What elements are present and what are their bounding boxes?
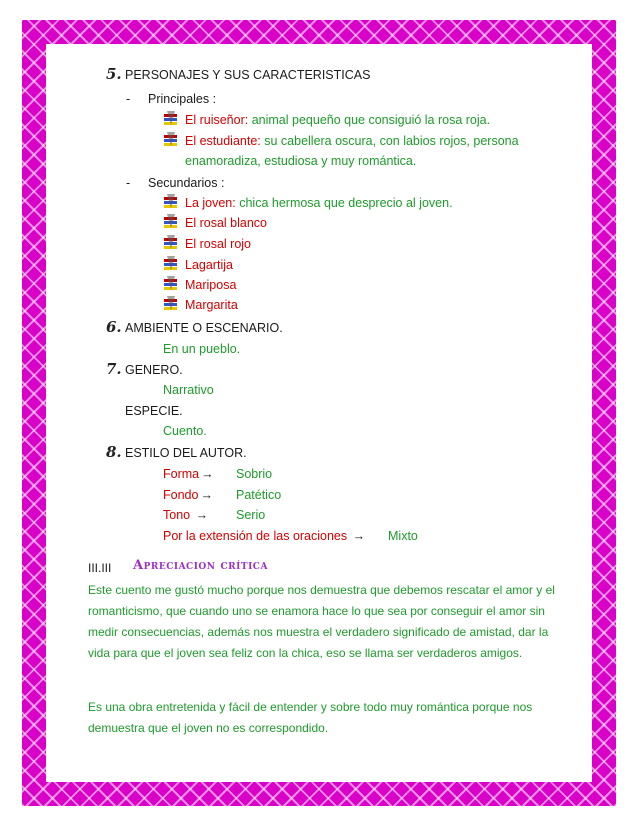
style-value-forma: Sobrio xyxy=(236,467,273,481)
section-7-value: Narrativo xyxy=(163,383,214,397)
right-arrow-icon: → xyxy=(200,488,213,502)
critica-heading: Apreciacion crítica xyxy=(133,558,268,573)
character-mariposa: Mariposa xyxy=(185,278,237,292)
principales-dash: - xyxy=(126,92,131,106)
style-value-fondo: Patético xyxy=(236,488,282,502)
secundarios-label: Secundarios : xyxy=(148,176,225,190)
section-7-title: GENERO. xyxy=(125,363,183,377)
critica-paragraph-1: Este cuento me gustó mucho porque nos demuestra que debemos rescatar el amor y el romanticismo, que cuando uno se enamora hace lo que sea por conseguir el amor sin medir consecuencias, además nos muestra el verdadero significado de amistad, dar la vida para que el joven sea feliz con la chica, eso se llama ser verdaderos amigos. xyxy=(88,583,555,660)
book-stack-icon xyxy=(164,134,179,148)
character-rosal-rojo: El rosal rojo xyxy=(185,237,251,251)
style-row-forma xyxy=(163,465,214,483)
style-label: Por la extensión de las oraciones xyxy=(163,529,351,543)
book-stack-icon xyxy=(164,278,179,292)
character-description-continued: enamoradiza, estudiosa y muy romántica. xyxy=(185,154,417,168)
section-7-subvalue: Cuento. xyxy=(163,424,207,438)
character-lagartija: Lagartija xyxy=(185,258,233,272)
character-description: animal pequeño que consiguió la rosa roja. xyxy=(251,113,491,127)
principales-label: Principales : xyxy=(148,92,217,106)
book-stack-icon xyxy=(164,237,179,251)
book-stack-icon xyxy=(164,113,179,127)
style-row-fondo xyxy=(163,486,213,504)
style-value-tono: Serio xyxy=(236,508,266,522)
section-5-title: PERSONAJES Y SUS CARACTERISTICAS xyxy=(125,68,371,82)
style-label: Tono xyxy=(163,508,194,522)
style-value-extension: Mixto xyxy=(388,529,418,543)
book-stack-icon xyxy=(164,298,179,312)
right-arrow-icon: → xyxy=(201,467,214,481)
section-8-number: 8. xyxy=(106,443,122,461)
right-arrow-icon: → xyxy=(352,529,366,543)
book-stack-icon xyxy=(164,196,179,210)
character-name: El ruiseñor: xyxy=(185,113,249,127)
book-stack-icon xyxy=(164,216,179,230)
section-6-number: 6. xyxy=(106,318,122,336)
section-6-value: En un pueblo. xyxy=(163,342,241,356)
section-6-title: AMBIENTE O ESCENARIO. xyxy=(125,321,283,335)
style-label: Forma xyxy=(163,467,200,481)
style-row-tono xyxy=(163,506,208,524)
character-margarita: Margarita xyxy=(185,298,238,312)
section-5-number: 5. xyxy=(106,65,122,83)
right-arrow-icon: → xyxy=(195,508,209,522)
section-7-subtitle: ESPECIE. xyxy=(125,404,183,418)
secundarios-dash: - xyxy=(126,176,131,190)
style-row-extension xyxy=(163,527,365,545)
character-name: La joven: xyxy=(185,196,236,210)
character-rosal-blanco: El rosal blanco xyxy=(185,216,267,230)
character-joven xyxy=(185,194,453,212)
character-name: El estudiante: xyxy=(185,134,261,148)
style-label: Fondo xyxy=(163,488,199,502)
character-description: su cabellera oscura, con labios rojos, persona xyxy=(264,134,519,148)
character-ruisenor xyxy=(185,111,490,129)
critica-paragraph-2: Es una obra entretenida y fácil de entender y sobre todo muy romántica porque nos demuestra que el joven no es correspondido. xyxy=(88,700,533,735)
book-stack-icon xyxy=(164,258,179,272)
critica-prefix: III.III xyxy=(88,561,112,575)
character-description: chica hermosa que desprecio al joven. xyxy=(239,196,453,210)
section-7-number: 7. xyxy=(106,360,122,378)
character-estudiante xyxy=(185,132,519,150)
section-8-title: ESTILO DEL AUTOR. xyxy=(125,446,247,460)
